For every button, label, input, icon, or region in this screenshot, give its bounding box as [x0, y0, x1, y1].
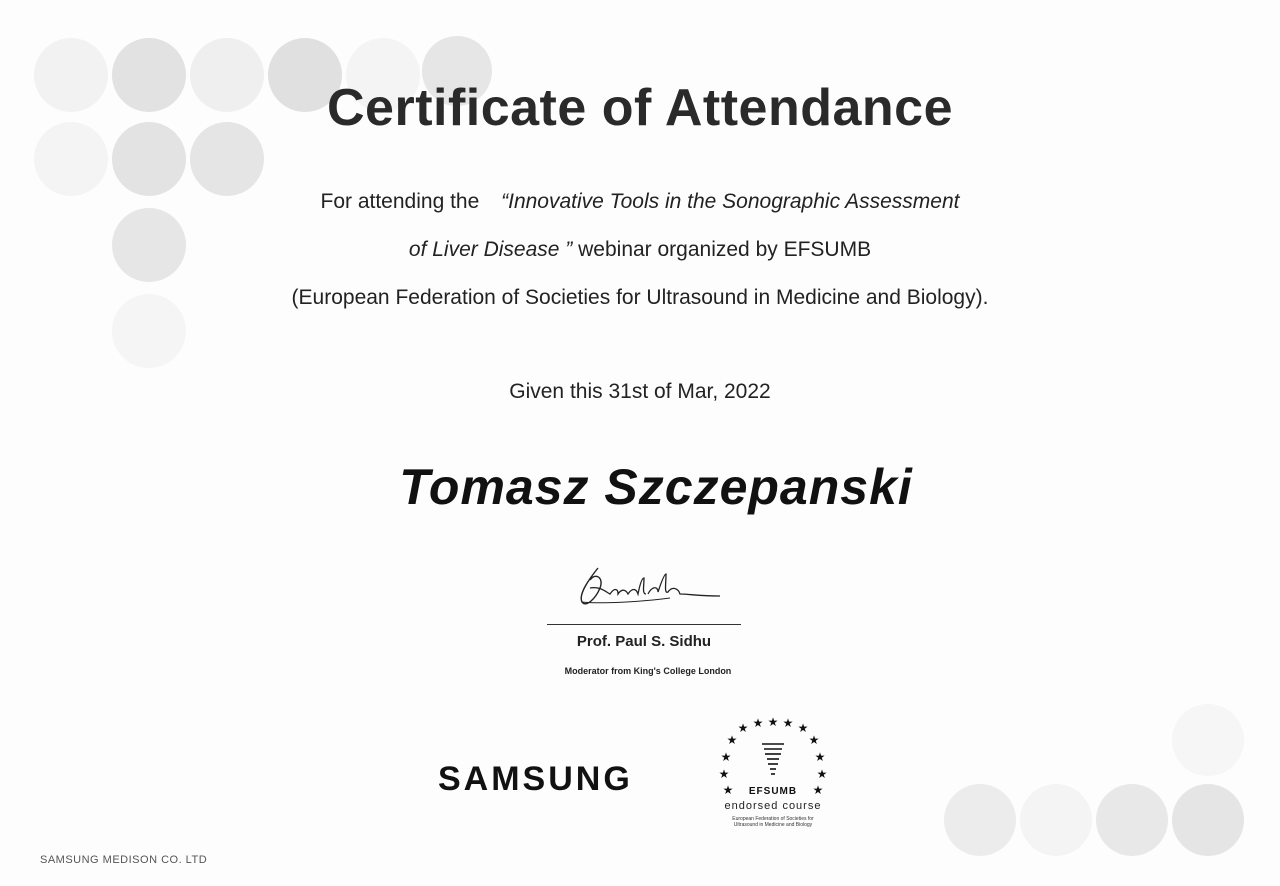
- decorative-dot: [1172, 784, 1244, 856]
- attendance-description-line-1: [0, 190, 1280, 214]
- signature-image: [560, 558, 730, 618]
- svg-text:★: ★: [752, 716, 764, 730]
- webinar-title-part-2: of Liver Disease ”: [408, 238, 573, 261]
- efsumb-subtitle: endorsed course: [724, 800, 822, 812]
- organizer-text: webinar organized by EFSUMB: [572, 238, 872, 261]
- webinar-title-part-1: “Innovative Tools in the Sonographic Assessment: [501, 190, 960, 213]
- attendance-description-line-2: [0, 238, 1280, 262]
- svg-text:★: ★: [812, 783, 824, 797]
- attendance-intro-text: For attending the: [320, 190, 480, 213]
- footer-company-text: SAMSUNG MEDISON CO. LTD: [40, 854, 208, 866]
- svg-text:★: ★: [816, 767, 828, 781]
- svg-text:★: ★: [814, 750, 826, 764]
- attendee-name: Tomasz Szczepanski: [399, 459, 913, 515]
- svg-text:★: ★: [718, 767, 730, 781]
- efsumb-fine-line-2: Ultrasound in Medicine and Biology: [733, 822, 813, 828]
- svg-text:★: ★: [720, 750, 732, 764]
- svg-text:★: ★: [737, 721, 749, 735]
- efsumb-fine-print: [706, 816, 840, 828]
- samsung-logo: SAMSUNG: [438, 760, 633, 798]
- efsumb-fine-line-1: European Federation of Societies for: [732, 816, 814, 822]
- svg-text:★: ★: [767, 716, 779, 729]
- decorative-dot: [1172, 704, 1244, 776]
- svg-text:★: ★: [797, 721, 809, 735]
- certificate-title: Certificate of Attendance: [326, 79, 953, 137]
- svg-text:★: ★: [726, 733, 738, 747]
- decorative-dot: [1096, 784, 1168, 856]
- decorative-dot: [1020, 784, 1092, 856]
- decorative-dot: [944, 784, 1016, 856]
- svg-text:★: ★: [722, 783, 734, 797]
- svg-text:★: ★: [808, 733, 820, 747]
- signer-name: Prof. Paul S. Sidhu: [576, 633, 712, 650]
- signature-line: [547, 624, 741, 625]
- issue-date: Given this 31st of Mar, 2022: [509, 380, 771, 403]
- svg-text:★: ★: [782, 716, 794, 730]
- signer-role: Moderator from King's College London: [564, 666, 732, 676]
- efsumb-label: EFSUMB: [748, 786, 798, 797]
- organizer-full-name: (European Federation of Societies for Ultrasound in Medicine and Biology).: [291, 286, 989, 309]
